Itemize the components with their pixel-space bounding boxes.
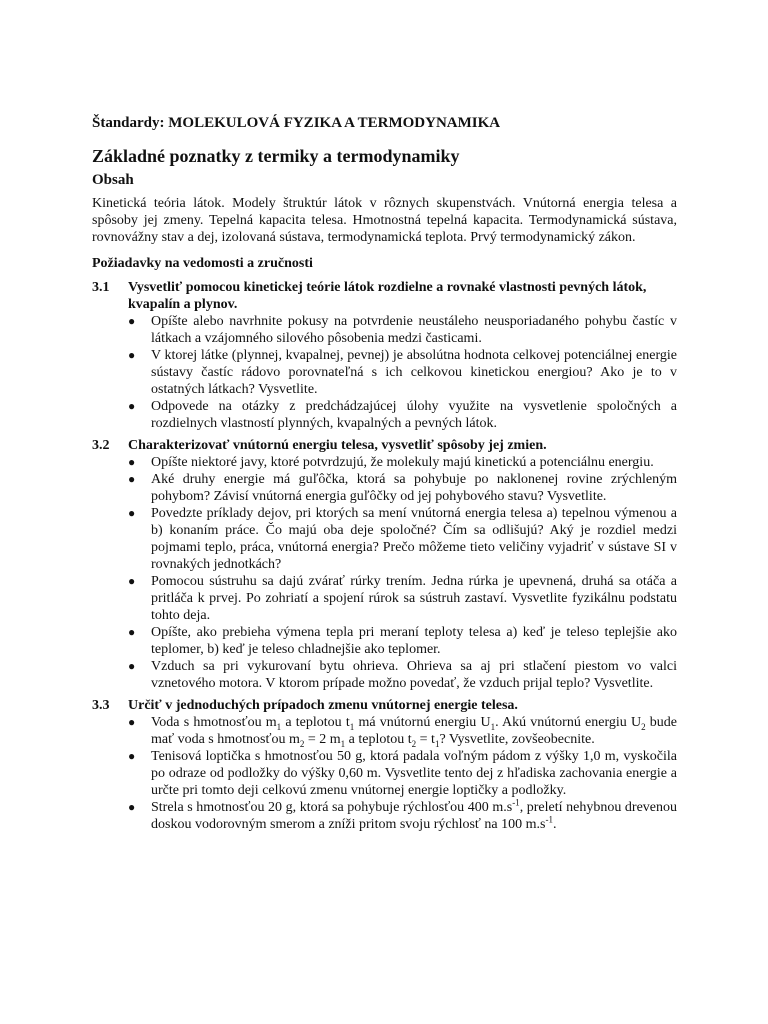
bullet-icon: ●: [128, 399, 136, 413]
list-item-text: Vzduch sa pri vykurovaní bytu ohrieva. Ohrieva sa aj pri stlačení piestom vo valci vznetového motora. V ktorom prípade možno povedať, že vzduch prijal teplo? Vysvetlite.: [151, 659, 677, 691]
list-item: [128, 454, 677, 471]
section-list: [92, 714, 677, 833]
list-item-text: Tenisová loptička s hmotnosťou 50 g, ktorá padala voľným pádom z výšky 1,0 m, vyskočila po odraze od podložky do výšky 0,60 m. Vysvetlite tento dej z hľadiska zachovania energie a určte pri tomto deji celkovú zmenu vnútornej energie loptičky a podložky.: [151, 749, 677, 798]
requirements-heading: Požiadavky na vedomosti a zručnosti: [92, 256, 313, 271]
list-item-text: Odpovede na otázky z predchádzajúcej úlohy využite na vysvetlenie spoločných a rozdielnych vlastností plynných, kvapalných a pevných látok.: [151, 399, 677, 431]
bullet-icon: ●: [128, 574, 136, 588]
section-title: Vysvetliť pomocou kinetickej teórie látok rozdielne a rovnaké vlastnosti pevných látok, kvapalín a plynov.: [128, 280, 647, 312]
bullet-icon: ●: [128, 715, 136, 729]
list-item-text: V ktorej látke (plynnej, kvapalnej, pevnej) je absolútna hodnota celkovej potenciálnej energie sústavy častíc rádovo porovnateľná s ich celkovou kinetickou energiou? Ako je to v ostatných látkach? Vysvetlite.: [151, 348, 677, 397]
bullet-icon: ●: [128, 314, 136, 328]
bullet-icon: ●: [128, 348, 136, 362]
bullet-icon: ●: [128, 455, 136, 469]
section-3-3: [92, 697, 677, 833]
bullet-icon: ●: [128, 472, 136, 486]
list-item: [128, 658, 677, 692]
list-item-text: Opíšte alebo navrhnite pokusy na potvrdenie neustáleho neusporiadaného pohybu častíc v látkach a vzájomného silového pôsobenia medzi časticami.: [151, 314, 677, 346]
list-item-text: Povedzte príklady dejov, pri ktorých sa mení vnútorná energia telesa a) tepelnou výmenou a b) konaním práce. Čo majú oba deje spoločné? Čím sa odlišujú? Aký je rozdiel medzi pojmami teplo, práca, vnútorná energia? Prečo môžeme tieto veličiny vyjadriť v sústave SI v rovnakých jednotkách?: [151, 506, 677, 572]
content-heading: Obsah: [92, 172, 134, 188]
list-item-text: Opíšte niektoré javy, ktoré potvrdzujú, že molekuly majú kinetickú a potenciálnu energiu.: [151, 455, 654, 470]
bullet-icon: ●: [128, 749, 136, 763]
bullet-icon: ●: [128, 800, 136, 814]
section-number: 3.2: [92, 438, 110, 453]
list-item: [128, 573, 677, 624]
list-item-text: Pomocou sústruhu sa dajú zvárať rúrky trením. Jedna rúrka je upevnená, druhá sa otáča a pritláča k prvej. Po zohriatí a spojení rúrok sa sústruh zastaví. Vysvetlite fyzikálnu podstatu tohto deja.: [151, 574, 677, 623]
list-item: [128, 748, 677, 799]
list-item-text: Voda s hmotnosťou $m_1$ a teplotou $t_1$ má vnútornú energiu $U_1$. Akú vnútornú energiu $U_2$ bude mať voda s hmotnosťou $m_2 = 2$ $m_1$ a teplotou $t_2 = t_1$? Vysvetlite, zovšeobecnite.: [151, 715, 678, 749]
section-list: [92, 454, 677, 692]
bullet-icon: ●: [128, 506, 136, 520]
section-number: 3.1: [92, 280, 110, 295]
section-title: Charakterizovať vnútornú energiu telesa, vysvetliť spôsoby jej zmien.: [128, 438, 547, 453]
list-item-text: Strela s hmotnosťou 20 g, ktorá sa pohybuje rýchlosťou 400 $m.s^{-1}$, preletí nehybnou drevenou doskou vodorovným smerom a zníži pritom svoju rýchlosť na 100 $m.s^{-1}$.: [151, 797, 677, 832]
section-title: Určiť v jednoduchých prípadoch zmenu vnútornej energie telesa.: [128, 698, 518, 713]
list-item: [128, 313, 677, 347]
bullet-icon: ●: [128, 625, 136, 639]
section-heading: [92, 279, 677, 313]
list-item: [128, 799, 677, 833]
list-item: [128, 471, 677, 505]
page-title: Základné poznatky z termiky a termodynamiky: [92, 146, 460, 166]
section-3-2: [92, 437, 677, 692]
document-content: [92, 114, 677, 838]
section-heading: [92, 437, 677, 454]
list-item-text: Aké druhy energie má guľôčka, ktorá sa pohybuje po naklonenej rovine zrýchleným pohybom? Závisí vnútorná energia guľôčky od jej pohybového stavu? Vysvetlite.: [151, 472, 677, 504]
bullet-icon: ●: [128, 659, 136, 673]
list-item-text: Opíšte, ako prebieha výmena tepla pri meraní teploty telesa a) keď je teleso teplejšie ako teplomer, b) keď je teleso chladnejšie ako teplomer.: [151, 625, 677, 657]
section-list: [92, 313, 677, 432]
list-item: [128, 714, 677, 748]
content-paragraph: Kinetická teória látok. Modely štruktúr látok v rôznych skupenstvách. Vnútorná energia telesa a spôsoby jej zmeny. Tepelná kapacita telesa. Hmotnostná tepelná kapacita. Termodynamická sústava, rovnovážny stav a dej, izolovaná sústava, termodynamická teplota. Prvý termodynamický zákon.: [92, 196, 677, 245]
list-item: [128, 624, 677, 658]
list-item: [128, 505, 677, 573]
section-number: 3.3: [92, 698, 110, 713]
list-item: [128, 398, 677, 432]
section-3-1: [92, 279, 677, 432]
standard-heading: Štandardy: MOLEKULOVÁ FYZIKA A TERMODYNAMIKA: [92, 115, 501, 131]
list-item: [128, 347, 677, 398]
section-heading: [92, 697, 677, 714]
